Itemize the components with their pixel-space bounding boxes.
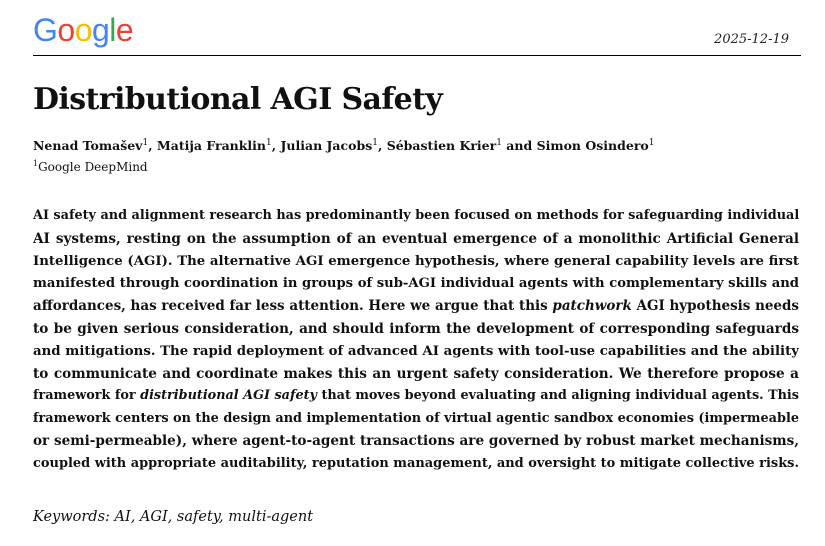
author-list: [33, 138, 655, 153]
abstract-line: [33, 340, 799, 363]
abstract-text: AI systems, resting on the assumption of an eventual emergence of a monolithic Artificial General: [33, 230, 799, 247]
logo-letter: l: [109, 12, 116, 48]
abstract-line: [33, 228, 799, 251]
author-name: Nenad Tomašev: [33, 138, 143, 153]
abstract-line: [33, 273, 799, 296]
abstract-line: [33, 408, 799, 431]
abstract-line: [33, 250, 799, 273]
author-separator: ,: [148, 138, 157, 153]
abstract-text: manifested through coordination in groups of sub-AGI individual agents with complementary skills and: [33, 275, 799, 291]
abstract-line: [33, 453, 799, 476]
abstract-text: AI safety and alignment research has predominantly been focused on methods for safeguarding individual: [33, 208, 799, 223]
abstract-text: affordances, has received far less attention. Here we argue that this: [33, 298, 553, 314]
affiliation: [33, 160, 148, 174]
abstract-text: to be given serious consideration, and should inform the development of corresponding safeguards: [33, 320, 799, 337]
logo-letter: o: [74, 12, 92, 48]
abstract-text: and mitigations. The rapid deployment of advanced AI agents with tool-use capabilities and the ability: [33, 343, 799, 359]
logo-letter: G: [33, 12, 58, 48]
abstract-emphasis: distributional AGI safety: [140, 388, 317, 403]
author-separator: ,: [377, 138, 387, 153]
abstract-line: [33, 318, 799, 341]
abstract: [33, 205, 799, 475]
abstract-text: or semi-permeable), where agent-to-agent transactions are governed by robust market mechanisms,: [33, 433, 799, 449]
abstract-line: [33, 430, 799, 453]
author-name: Sébastien Krier: [386, 138, 497, 153]
author-affiliation-mark: 1: [266, 138, 272, 148]
keywords: Keywords: AI, AGI, safety, multi-agent: [33, 509, 314, 525]
author-affiliation-mark: 1: [372, 138, 378, 148]
author-separator: and: [501, 138, 537, 153]
logo-letter: o: [57, 12, 75, 48]
abstract-text: to communicate and coordinate makes this an urgent safety consideration. We therefore propose a: [33, 365, 799, 382]
abstract-text: framework centers on the design and implementation of virtual agentic sandbox economies (impermeable: [33, 410, 799, 426]
author-separator: ,: [271, 138, 281, 153]
abstract-line: [33, 205, 799, 228]
publication-date: 2025-12-19: [714, 32, 789, 47]
author-affiliation-mark: 1: [648, 138, 655, 148]
abstract-text: that moves beyond evaluating and aligning individual agents. This: [316, 388, 799, 403]
logo-letter: e: [115, 12, 134, 48]
abstract-line: [33, 385, 799, 408]
author-name: Matija Franklin: [156, 138, 267, 153]
author-affiliation-mark: 1: [496, 138, 502, 148]
logo-letter: g: [91, 12, 110, 48]
abstract-text: coupled with appropriate auditability, reputation management, and oversight to mitigate collective risks.: [33, 455, 799, 471]
google-logo: [33, 12, 133, 49]
abstract-line: [33, 295, 799, 318]
header-divider: [33, 55, 801, 56]
abstract-text: AGI hypothesis needs: [631, 298, 799, 314]
affiliation-name: Google DeepMind: [38, 160, 148, 174]
affiliation-mark: 1: [33, 159, 39, 168]
abstract-text: framework for: [33, 388, 141, 403]
paper-title: Distributional AGI Safety: [33, 82, 443, 117]
abstract-text: Intelligence (AGI). The alternative AGI emergence hypothesis, where general capability levels are first: [33, 253, 799, 269]
abstract-line: [33, 363, 799, 386]
author-affiliation-mark: 1: [142, 138, 149, 148]
author-name: Simon Osindero: [536, 138, 649, 153]
author-name: Julian Jacobs: [280, 138, 373, 153]
abstract-emphasis: patchwork: [552, 298, 632, 314]
